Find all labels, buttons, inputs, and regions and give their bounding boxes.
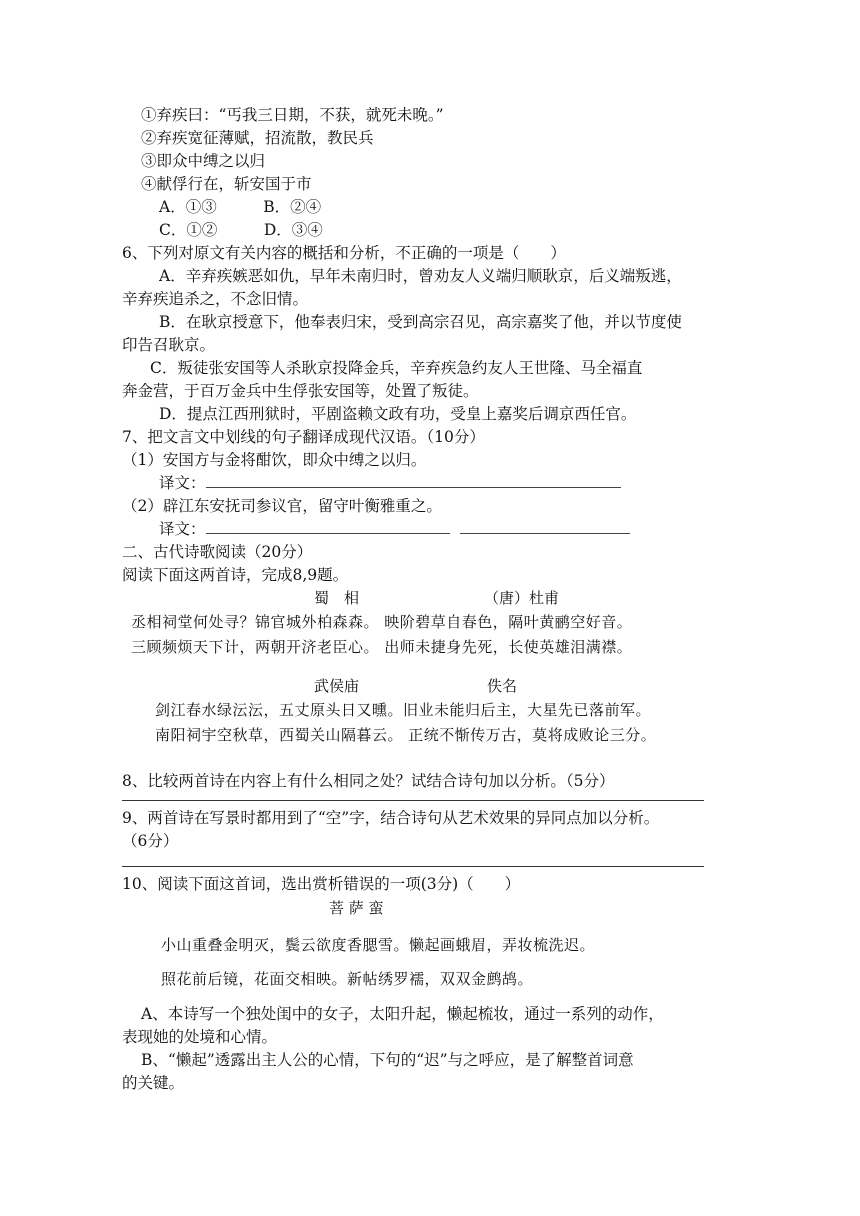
q5-option-4: ④献俘行在，斩安国于市: [141, 175, 312, 193]
poem-2-line-2: 南阳祠宇空秋草，西蜀关山隔暮云。 正统不惭传万古，莫将成败论三分。: [155, 726, 657, 744]
q8-stem: 8、比较两首诗在内容上有什么相同之处？试结合诗句加以分析。（5分）: [122, 772, 615, 790]
translation-label: 译文：: [159, 474, 206, 492]
q10-option-b-line1: B、“懒起”透露出主人公的心情，下句的“迟”与之呼应，是了解整首词意: [141, 1051, 634, 1069]
q6-option-a-line2: 辛弃疾追杀之，不念旧情。: [122, 290, 309, 308]
ci-title: 菩 萨 蛮: [329, 899, 384, 917]
q10-option-b-line2: 的关键。: [122, 1074, 185, 1092]
poem-2-author: 佚名: [487, 677, 518, 695]
q6-stem: 6、下列对原文有关内容的概括和分析，不正确的一项是（ ）: [122, 244, 566, 262]
answer-blank[interactable]: [206, 519, 450, 534]
q6-option-c-line1: C．叛徒张安国等人杀耿京投降金兵，辛弃疾急约友人王世隆、马全福直: [150, 359, 643, 377]
answer-blank[interactable]: [206, 473, 621, 488]
q5-choices-cd: C．①② D．③④: [159, 221, 323, 239]
poem-1-title: 蜀 相: [314, 589, 360, 607]
q7-translation-1: [159, 472, 621, 494]
q6-option-c-line2: 奔金营，于百万金兵中生俘张安国等，处置了叛徒。: [122, 382, 479, 400]
q7-stem: 7、把文言文中划线的句子翻译成现代汉语。（10分）: [122, 428, 485, 446]
poem-2-title: 武侯庙: [314, 677, 360, 695]
poem-1-line-2: 三顾频烦天下计，两朝开济老臣心。 出师未捷身先死，长使英雄泪满襟。: [131, 638, 633, 656]
q6-option-b-line2: 印告召耿京。: [122, 336, 216, 354]
q5-option-1: ①弃疾曰：“丐我三日期，不获，就死未晚。”: [141, 106, 444, 124]
q6-option-b-line1: B．在耿京授意下，他奉表归宋，受到高宗召见，高宗嘉奖了他，并以节度使: [159, 313, 682, 331]
q5-option-3: ③即众中缚之以归: [141, 152, 266, 170]
q5-choices-ab: A．①③ B．②④: [159, 198, 322, 216]
q10-stem: 10、阅读下面这首词，选出赏析错误的一项(3分)（ ）: [122, 875, 521, 893]
poem-1-line-1: 丞相祠堂何处寻？锦官城外柏森森。 映阶碧草自春色，隔叶黄鹂空好音。: [131, 613, 633, 631]
q6-option-d: D．提点江西刑狱时，平剧盗赖文政有功，受皇上嘉奖后调京西任官。: [159, 405, 637, 423]
poem-2-line-1: 剑江春水绿沄沄，五丈原头日又曛。旧业未能归后主，大星先已落前军。: [155, 701, 652, 719]
q10-option-a-line2: 表现她的处境和心情。: [122, 1028, 278, 1046]
poem-1-author: （唐）杜甫: [484, 589, 560, 607]
q6-option-a-line1: A．辛弃疾嫉恶如仇，早年未南归时，曾劝友人义端归顺耿京，后义端叛逃，: [159, 267, 682, 285]
answer-blank[interactable]: [460, 519, 630, 534]
q7-translation-2: [159, 518, 630, 540]
q9-answer-line[interactable]: [122, 866, 704, 867]
q5-option-2: ②弃疾宽征薄赋，招流散，教民兵: [141, 129, 374, 147]
q10-option-a-line1: A、本诗写一个独处闺中的女子，太阳升起，懒起梳妆，通过一系列的动作，: [141, 1005, 664, 1023]
section-2-heading: 二、古代诗歌阅读（20分）: [122, 543, 313, 561]
translation-label: 译文：: [159, 520, 206, 538]
ci-line-1: 小山重叠金明灭，鬓云欲度香腮雪。懒起画蛾眉，弄妆梳洗迟。: [161, 936, 596, 954]
ci-line-2: 照花前后镜，花面交相映。新帖绣罗襦，双双金鹧鸪。: [161, 970, 534, 988]
section-2-intro: 阅读下面这两首诗，完成8,9题。: [122, 566, 349, 584]
q7-sentence-2: （2）辟江东安抚司参议官，留守叶衡雅重之。: [122, 497, 442, 515]
q9-score: （6分）: [122, 832, 179, 850]
q8-answer-line[interactable]: [122, 800, 704, 801]
q9-stem: 9、两首诗在写景时都用到了“空”字，结合诗句从艺术效果的异同点加以分析。: [122, 809, 660, 827]
q7-sentence-1: （1）安国方与金将酣饮，即众中缚之以归。: [122, 451, 427, 469]
